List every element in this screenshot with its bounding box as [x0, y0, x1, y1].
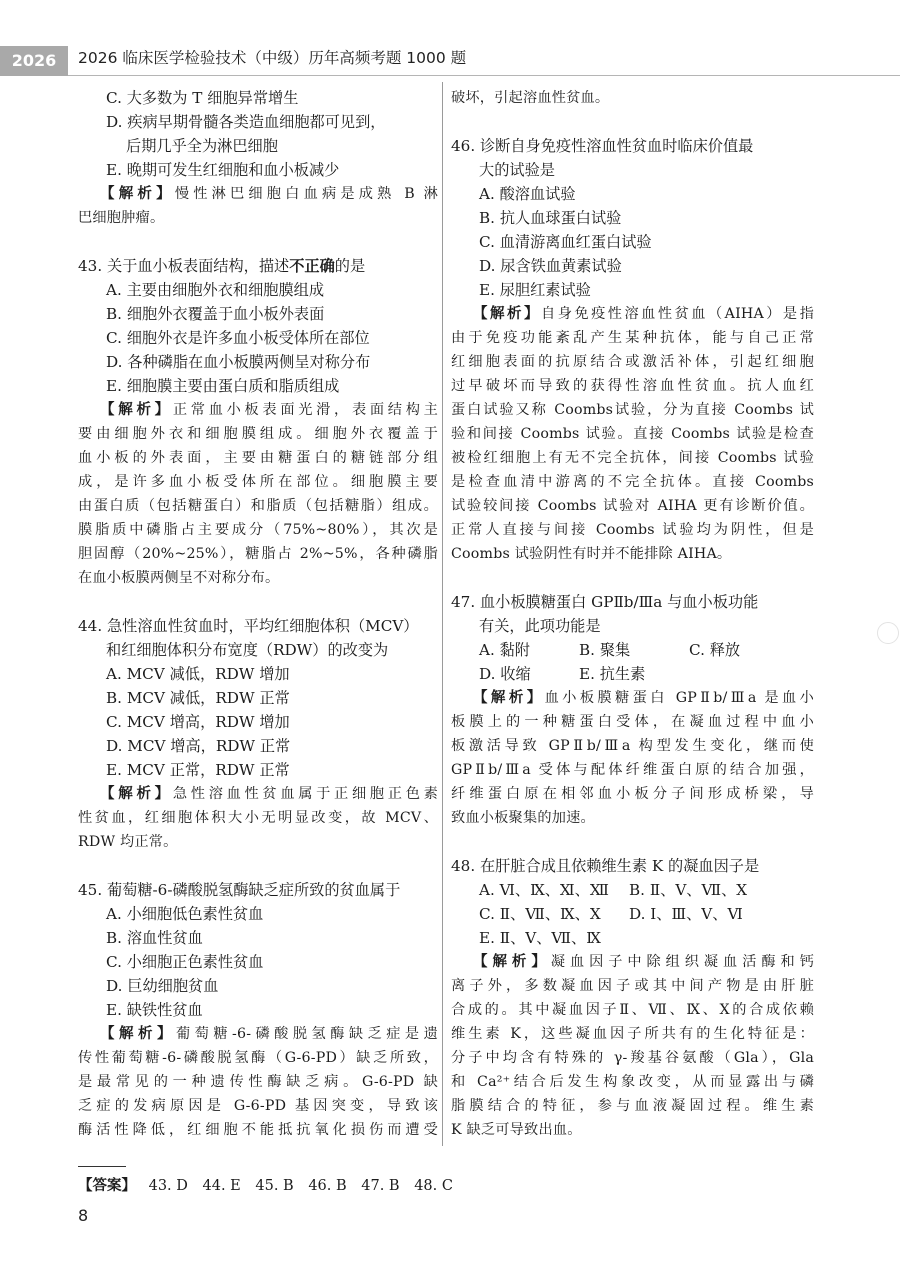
answer-item: 48. C	[414, 1178, 453, 1194]
answer-option: A. Ⅵ、Ⅸ、Ⅺ、Ⅻ	[479, 881, 609, 899]
line-text: 试验较间接 Coombs 试验对 AIHA 更有诊断价值。	[451, 498, 814, 514]
explanation-line	[78, 446, 438, 470]
line-text: B. 溶血性贫血	[106, 929, 203, 947]
answer-option	[451, 278, 814, 302]
line-text: 致血小板聚集的加速。	[451, 810, 595, 826]
line-text: 酶活性降低，红细胞不能抵抗氧化损伤而遭受	[78, 1122, 438, 1138]
line-text: A. 主要由细胞外衣和细胞膜组成	[106, 281, 325, 299]
answer-option: E. 抗生素	[579, 665, 646, 683]
explanation-line	[451, 950, 814, 974]
spacer	[451, 110, 814, 134]
explanation-line	[451, 374, 814, 398]
explanation-line	[451, 710, 814, 734]
line-text: 由于免疫功能紊乱产生某种抗体，能与自己正常	[451, 330, 814, 346]
spacer	[78, 590, 438, 614]
spacer	[451, 830, 814, 854]
page-number: 8	[78, 1206, 89, 1225]
explanation-line	[451, 974, 814, 998]
book-title: 2026 临床医学检验技术（中级）历年高频考题 1000 题	[78, 49, 467, 67]
line-text: D. 疾病早期骨髓各类造血细胞都可见到，	[106, 113, 386, 131]
line-text: 大的试验是	[479, 161, 555, 179]
explanation-line	[78, 422, 438, 446]
explanation-line	[78, 1118, 438, 1142]
answer-option: B. 聚集	[579, 641, 631, 659]
line-text: 47. 血小板膜糖蛋白 GPⅡb/Ⅲa 与血小板功能	[451, 593, 759, 611]
explanation-line	[451, 998, 814, 1022]
line-text: D. 尿含铁血黄素试验	[479, 257, 622, 275]
question-stem	[451, 134, 814, 158]
line-text: 纤维蛋白原在相邻血小板分子间形成桥梁，导	[451, 786, 814, 802]
explanation-line	[451, 350, 814, 374]
line-text: 由蛋白质（包括糖蛋白）和脂质（包括糖脂）组成。	[78, 498, 438, 514]
line-text: 蛋白试验又称 Coombs试验，分为直接 Coombs 试	[451, 402, 814, 418]
line-text: GPⅡb/Ⅲa 受体与配体纤维蛋白原的结合加强，	[451, 762, 814, 778]
explanation-line	[451, 446, 814, 470]
answer-option	[78, 734, 438, 758]
answer-item: 43. D	[148, 1178, 188, 1194]
explanation-line	[78, 566, 438, 590]
explanation-line	[451, 422, 814, 446]
line-text: C. 血清游离血红蛋白试验	[479, 233, 652, 251]
question-stem-cont	[451, 614, 814, 638]
line-text: 【解析】凝血因子中除组织凝血活酶和钙	[473, 954, 814, 970]
line-text: B. 细胞外衣覆盖于血小板外表面	[106, 305, 325, 323]
option-row	[451, 878, 814, 902]
line-text: 血小板的外表面，主要由糖蛋白的糖链部分组	[78, 450, 438, 466]
answer-option	[78, 758, 438, 782]
left-column	[78, 86, 438, 1142]
answer-option	[78, 902, 438, 926]
line-text: C. 小细胞正色素性贫血	[106, 953, 264, 971]
line-text: 性贫血，红细胞体积大小无明显改变，故 MCV、	[78, 810, 438, 826]
line-text: 【解析】葡萄糖-6-磷酸脱氢酶缺乏症是遗	[100, 1026, 438, 1042]
explanation-line	[78, 470, 438, 494]
explanation-line	[78, 182, 438, 206]
line-text: 43. 关于血小板表面结构，描述不正确的是	[78, 257, 366, 275]
explanation-line	[451, 1070, 814, 1094]
line-text: 维生素 K，这些凝血因子所共有的生化特征是：	[451, 1026, 814, 1042]
explanation-line	[78, 782, 438, 806]
line-text: E. Ⅱ、Ⅴ、Ⅶ、Ⅸ	[479, 929, 601, 947]
line-text: E. 晚期可发生红细胞和血小板减少	[106, 161, 340, 179]
explanation-line	[78, 806, 438, 830]
line-text: 要由细胞外衣和细胞膜组成。细胞外衣覆盖于	[78, 426, 438, 442]
explanation-line	[78, 830, 438, 854]
explanation-line	[78, 1070, 438, 1094]
line-text: 有关，此项功能是	[479, 617, 601, 635]
line-text: C. MCV 增高，RDW 增加	[106, 713, 290, 731]
answer-option	[451, 230, 814, 254]
answer-item: 44. E	[202, 1178, 241, 1194]
footnote-rule	[78, 1166, 126, 1167]
line-text: E. 细胞膜主要由蛋白质和脂质组成	[106, 377, 340, 395]
header-rule	[68, 75, 900, 76]
answer-option	[78, 350, 438, 374]
option-row	[451, 902, 814, 926]
line-text: 红细胞表面的抗原结合或激活补体，引起红细胞	[451, 354, 814, 370]
line-text: 48. 在肝脏合成且依赖维生素 K 的凝血因子是	[451, 857, 760, 875]
explanation-line	[78, 542, 438, 566]
right-column	[451, 86, 814, 1142]
line-text: 乏症的发病原因是 G-6-PD 基因突变，导致该	[78, 1098, 438, 1114]
explanation-line	[78, 1046, 438, 1070]
line-text: A. MCV 减低，RDW 增加	[106, 665, 290, 683]
answer-item: 45. B	[255, 1178, 294, 1194]
answer-option: C. 释放	[689, 641, 741, 659]
line-text: A. 酸溶血试验	[479, 185, 576, 203]
explanation-line	[451, 782, 814, 806]
explanation-line	[451, 494, 814, 518]
answer-option	[78, 974, 438, 998]
year-tab: 2026	[0, 46, 68, 76]
line-text: A. 小细胞低色素性贫血	[106, 905, 264, 923]
explanation-line	[451, 758, 814, 782]
line-text: 后期几乎全为淋巴细胞	[126, 137, 278, 155]
line-text: 【解析】正常血小板表面光滑，表面结构主	[100, 402, 438, 418]
line-text: 在血小板膜两侧呈不对称分布。	[78, 570, 280, 586]
explanation-line	[451, 326, 814, 350]
line-text: E. 尿胆红素试验	[479, 281, 591, 299]
answer-option	[78, 374, 438, 398]
answer-option	[451, 206, 814, 230]
explanation-line	[451, 1094, 814, 1118]
line-text: 验和间接 Coombs 试验。直接 Coombs 试验是检查	[451, 426, 814, 442]
answer-option: D. Ⅰ、Ⅲ、Ⅴ、Ⅵ	[629, 905, 743, 923]
answer-option-cont	[78, 134, 438, 158]
line-text: 传性葡萄糖-6-磷酸脱氢酶（G-6-PD）缺乏所致，	[78, 1050, 438, 1066]
question-stem	[78, 254, 438, 278]
column-divider	[442, 82, 443, 1146]
explanation-line	[451, 302, 814, 326]
line-text: 46. 诊断自身免疫性溶血性贫血时临床价值最	[451, 137, 754, 155]
answer-option	[78, 278, 438, 302]
line-text: D. 各种磷脂在血小板膜两侧呈对称分布	[106, 353, 371, 371]
line-text: 和红细胞体积分布宽度（RDW）的改变为	[106, 641, 389, 659]
line-text: 巴细胞肿瘤。	[78, 210, 165, 226]
answer-option	[78, 302, 438, 326]
line-text: 胆固醇（20%~25%），糖脂占 2%~5%，各种磷脂	[78, 546, 438, 562]
explanation-line	[451, 1022, 814, 1046]
answer-key	[78, 1174, 463, 1198]
answer-option	[78, 686, 438, 710]
explanation-line	[451, 686, 814, 710]
line-text: RDW 均正常。	[78, 834, 178, 850]
answer-option	[451, 182, 814, 206]
answer-item: 47. B	[361, 1178, 400, 1194]
line-text: 是最常见的一种遗传性酶缺乏病。G-6-PD 缺	[78, 1074, 438, 1090]
explanation-line	[451, 734, 814, 758]
answer-label: 【答案】	[78, 1178, 136, 1194]
line-text: 离子外，多数凝血因子或其中间产物是由肝脏	[451, 978, 814, 994]
answer-option	[451, 926, 814, 950]
answer-option	[78, 158, 438, 182]
answer-option	[78, 998, 438, 1022]
watermark-circle	[877, 622, 899, 644]
explanation-line	[78, 398, 438, 422]
line-text: D. 巨幼细胞贫血	[106, 977, 219, 995]
explanation-line	[451, 1118, 814, 1142]
line-text: 和 Ca²⁺结合后发生构象改变，从而显露出与磷	[451, 1074, 814, 1090]
answer-option	[78, 662, 438, 686]
line-text: B. MCV 减低，RDW 正常	[106, 689, 290, 707]
line-text: 【解析】急性溶血性贫血属于正细胞正色素	[100, 786, 438, 802]
explanation-line	[78, 518, 438, 542]
answer-option	[78, 86, 438, 110]
option-row	[451, 662, 814, 686]
line-text: 脂膜结合的特征，参与血液凝固过程。维生素	[451, 1098, 814, 1114]
explanation-line	[451, 518, 814, 542]
answer-option	[78, 950, 438, 974]
answer-option: D. 收缩	[479, 665, 531, 683]
line-text: C. 大多数为 T 细胞异常增生	[106, 89, 299, 107]
explanation-line	[451, 806, 814, 830]
spacer	[78, 854, 438, 878]
line-text: D. MCV 增高，RDW 正常	[106, 737, 291, 755]
line-text: K 缺乏可导致出血。	[451, 1122, 582, 1138]
line-text: 【解析】慢性淋巴细胞白血病是成熟 B 淋	[100, 186, 438, 202]
question-stem-cont	[78, 638, 438, 662]
answer-option	[78, 326, 438, 350]
question-stem	[78, 878, 438, 902]
explanation-line	[451, 470, 814, 494]
line-text: 破坏，引起溶血性贫血。	[451, 90, 610, 106]
explanation-line	[451, 542, 814, 566]
answer-option	[78, 110, 438, 134]
option-row	[451, 638, 814, 662]
question-stem	[451, 590, 814, 614]
question-stem	[78, 614, 438, 638]
line-text: 45. 葡萄糖-6-磷酸脱氢酶缺乏症所致的贫血属于	[78, 881, 401, 899]
answer-option	[78, 710, 438, 734]
line-text: 成，是许多血小板受体所在部位。细胞膜主要	[78, 474, 438, 490]
line-text: E. 缺铁性贫血	[106, 1001, 203, 1019]
line-text: 膜脂质中磷脂占主要成分（75%~80%），其次是	[78, 522, 438, 538]
line-text: B. 抗人血球蛋白试验	[479, 209, 622, 227]
question-stem	[451, 854, 814, 878]
answer-item: 46. B	[308, 1178, 347, 1194]
answer-option: A. 黏附	[479, 641, 530, 659]
line-text: 板激活导致 GPⅡb/Ⅲa 构型发生变化，继而使	[451, 738, 814, 754]
spacer	[78, 230, 438, 254]
explanation-line	[451, 1046, 814, 1070]
answer-option: B. Ⅱ、Ⅴ、Ⅶ、Ⅹ	[629, 881, 748, 899]
line-text: 正常人直接与间接 Coombs 试验均为阴性，但是	[451, 522, 814, 538]
line-text: 过早破坏而导致的获得性溶血性贫血。抗人血红	[451, 378, 814, 394]
line-text: 分子中均含有特殊的 γ-羧基谷氨酸（Gla），Gla	[451, 1050, 814, 1066]
question-stem-cont	[451, 158, 814, 182]
spacer	[451, 566, 814, 590]
line-text: 【解析】血小板膜糖蛋白 GPⅡb/Ⅲa 是血小	[473, 690, 814, 706]
answer-option	[78, 926, 438, 950]
line-text: E. MCV 正常，RDW 正常	[106, 761, 290, 779]
explanation-line	[451, 86, 814, 110]
line-text: 合成的。其中凝血因子Ⅱ、Ⅶ、Ⅸ、Ⅹ的合成依赖	[451, 1002, 814, 1018]
running-header	[0, 46, 900, 76]
explanation-line	[78, 494, 438, 518]
explanation-line	[78, 206, 438, 230]
line-text: 板膜上的一种糖蛋白受体，在凝血过程中血小	[451, 714, 814, 730]
answer-option	[451, 254, 814, 278]
line-text: C. 细胞外衣是许多血小板受体所在部位	[106, 329, 370, 347]
answer-option: C. Ⅱ、Ⅶ、Ⅸ、Ⅹ	[479, 905, 601, 923]
line-text: 是检查血清中游离的不完全抗体。直接 Coombs	[451, 474, 814, 490]
explanation-line	[78, 1022, 438, 1046]
explanation-line	[78, 1094, 438, 1118]
line-text: Coombs 试验阴性有时并不能排除 AIHA。	[451, 546, 732, 562]
line-text: 被检红细胞上有无不完全抗体，间接 Coombs 试验	[451, 450, 814, 466]
line-text: 【解析】自身免疫性溶血性贫血（AIHA）是指	[473, 306, 814, 322]
line-text: 44. 急性溶血性贫血时，平均红细胞体积（MCV）	[78, 617, 419, 635]
explanation-line	[451, 398, 814, 422]
